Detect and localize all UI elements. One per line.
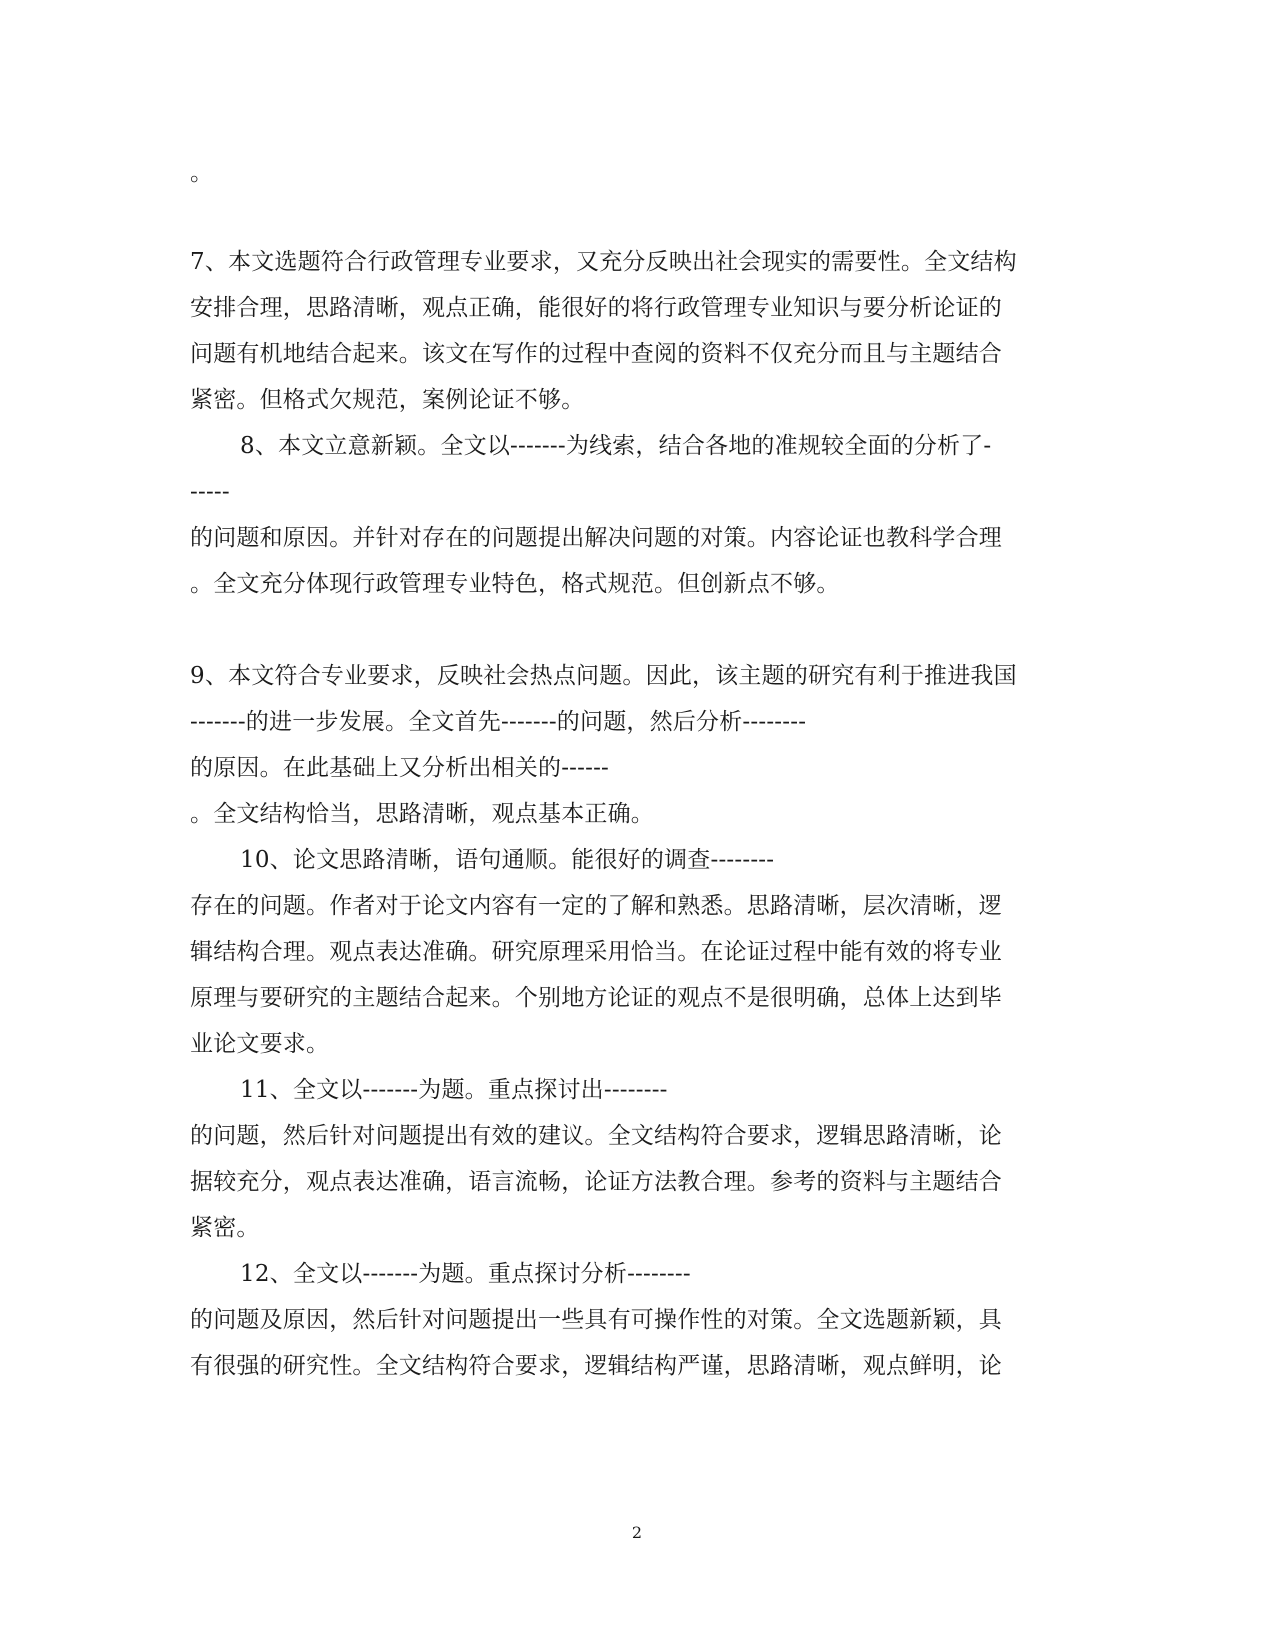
paragraph-11-line: 11、全文以-------为题。重点探讨出-------- — [240, 1077, 668, 1103]
paragraph-8-line: 。全文充分体现行政管理专业特色，格式规范。但创新点不够。 — [190, 571, 840, 597]
paragraph-7-line: 安排合理，思路清晰，观点正确，能很好的将行政管理专业知识与要分析论证的 — [190, 295, 1002, 321]
paragraph-8-line: 的问题和原因。并针对存在的问题提出解决问题的对策。内容论证也教科学合理 — [190, 525, 1002, 551]
paragraph-9-line: 9、本文符合专业要求，反映社会热点问题。因此，该主题的研究有利于推进我国 — [190, 663, 1017, 689]
page-number: 2 — [631, 1523, 643, 1542]
paragraph-10-line: 存在的问题。作者对于论文内容有一定的了解和熟悉。思路清晰，层次清晰，逻 — [190, 893, 1002, 919]
paragraph-7-line: 问题有机地结合起来。该文在写作的过程中查阅的资料不仅充分而且与主题结合 — [190, 341, 1002, 367]
paragraph-12-line: 的问题及原因，然后针对问题提出一些具有可操作性的对策。全文选题新颖，具 — [190, 1307, 1002, 1333]
paragraph-10-line: 原理与要研究的主题结合起来。个别地方论证的观点不是很明确，总体上达到毕 — [190, 985, 1002, 1011]
paragraph-9-line: 的原因。在此基础上又分析出相关的------ — [190, 755, 610, 781]
paragraph-12-line: 12、全文以-------为题。重点探讨分析-------- — [240, 1261, 691, 1287]
paragraph-7-line: 7、本文选题符合行政管理专业要求，又充分反映出社会现实的需要性。全文结构 — [190, 249, 1017, 275]
paragraph-12-line: 有很强的研究性。全文结构符合要求，逻辑结构严谨，思路清晰，观点鲜明，论 — [190, 1353, 1002, 1379]
paragraph-10-line: 辑结构合理。观点表达准确。研究原理采用恰当。在论证过程中能有效的将专业 — [190, 939, 1002, 965]
text-line: 。 — [190, 160, 214, 186]
paragraph-11-line: 紧密。 — [190, 1215, 260, 1241]
paragraph-9-line: -------的进一步发展。全文首先-------的问题，然后分析-------- — [190, 709, 807, 735]
paragraph-11-line: 的问题，然后针对问题提出有效的建议。全文结构符合要求，逻辑思路清晰，论 — [190, 1123, 1002, 1149]
paragraph-10-line: 10、论文思路清晰，语句通顺。能很好的调查-------- — [240, 847, 775, 873]
paragraph-7-line: 紧密。但格式欠规范，案例论证不够。 — [190, 387, 585, 413]
paragraph-8-line: ----- — [190, 479, 230, 505]
paragraph-10-line: 业论文要求。 — [190, 1031, 330, 1057]
paragraph-11-line: 据较充分，观点表达准确，语言流畅，论证方法教合理。参考的资料与主题结合 — [190, 1169, 1002, 1195]
paragraph-9-line: 。全文结构恰当，思路清晰，观点基本正确。 — [190, 801, 654, 827]
paragraph-8-line: 8、本文立意新颖。全文以-------为线索，结合各地的准规较全面的分析了- — [240, 433, 992, 459]
